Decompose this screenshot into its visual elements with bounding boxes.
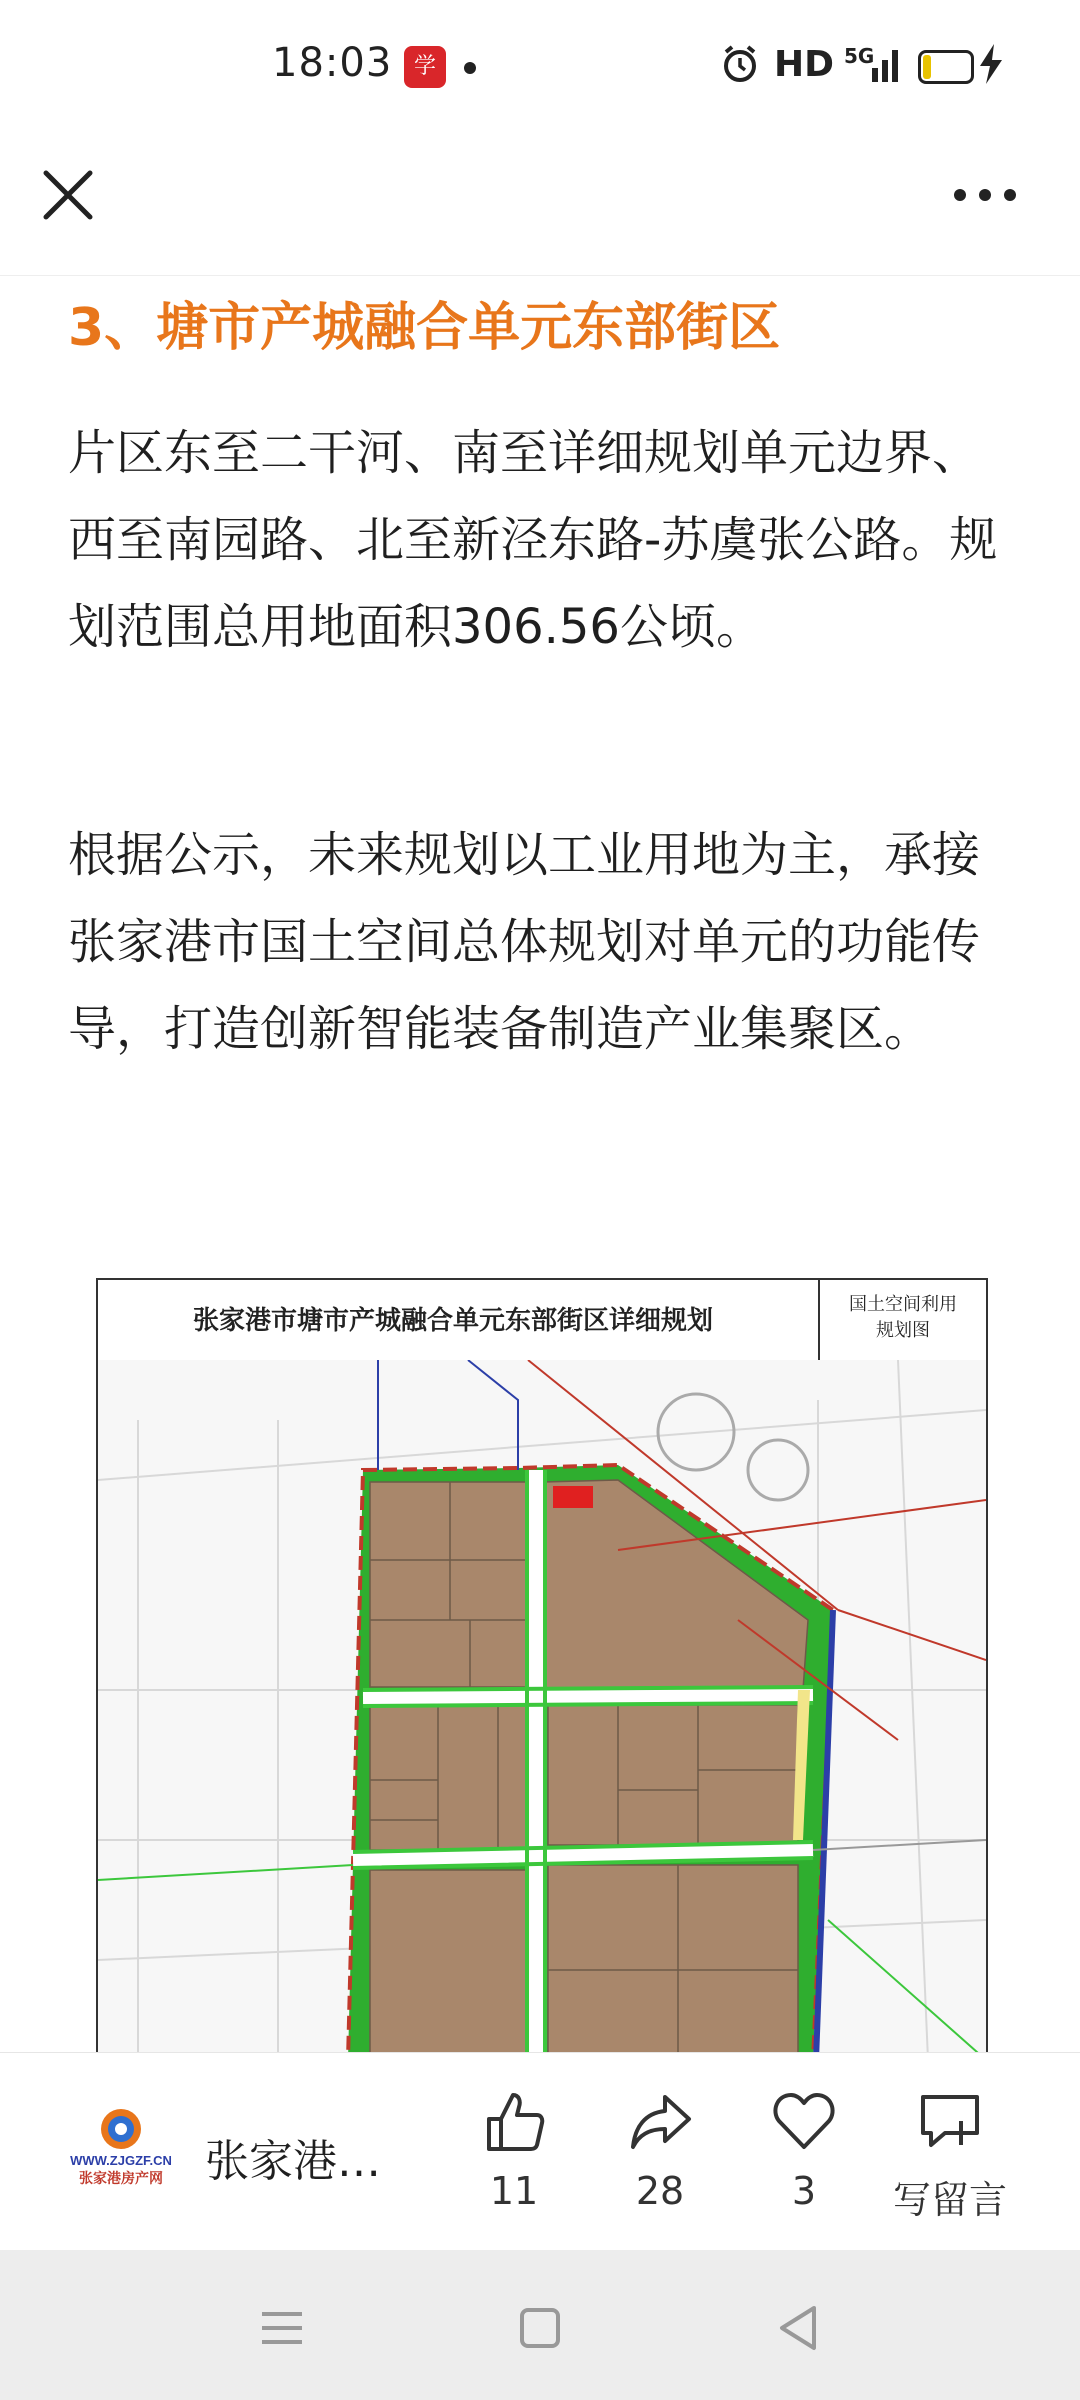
battery-icon bbox=[918, 50, 974, 84]
like-count: 11 bbox=[489, 2169, 539, 2213]
top-nav bbox=[0, 135, 1080, 276]
app-notification-icon: 学习 bbox=[404, 46, 446, 88]
account-logo[interactable] bbox=[66, 2099, 176, 2199]
map-badge-line1: 国土空间利用 bbox=[849, 1294, 957, 1315]
map-type-badge bbox=[818, 1280, 986, 1360]
back-icon[interactable] bbox=[768, 2298, 828, 2358]
planning-map-image[interactable] bbox=[96, 1278, 988, 2057]
map-badge-line2: 规划图 bbox=[876, 1320, 930, 1341]
land-use-map bbox=[98, 1360, 986, 2057]
notification-dot bbox=[464, 62, 476, 74]
status-bar bbox=[0, 0, 1080, 135]
account-name[interactable]: 张家港… bbox=[205, 2136, 381, 2187]
signal-icon bbox=[836, 40, 906, 86]
logo-url: WWW.ZJGZF.CN bbox=[70, 2153, 172, 2168]
action-bar bbox=[0, 2052, 1080, 2251]
comment-button[interactable] bbox=[880, 2087, 1020, 2224]
like-button[interactable] bbox=[444, 2087, 584, 2213]
map-title: 张家港市塘市产城融合单元东部街区详细规划 bbox=[192, 1306, 713, 1336]
status-time: 18:03 bbox=[272, 40, 393, 86]
favorite-count: 3 bbox=[791, 2169, 817, 2213]
more-icon[interactable] bbox=[950, 175, 1020, 215]
close-icon[interactable] bbox=[38, 165, 98, 225]
hd-label: HD bbox=[774, 44, 835, 85]
comment-label: 写留言 bbox=[892, 2178, 1007, 2222]
alarm-icon bbox=[720, 44, 760, 84]
network-type-label: 5G bbox=[844, 44, 875, 68]
charging-icon bbox=[978, 44, 1004, 84]
system-nav-bar bbox=[0, 2250, 1080, 2400]
article-paragraph-1: 片区东至二干河、南至详细规划单元边界、西至南园路、北至新泾东路-苏虞张公路。规划范围总用地面积306.56公顷。 bbox=[68, 425, 998, 655]
share-count: 28 bbox=[635, 2169, 685, 2213]
favorite-button[interactable] bbox=[734, 2087, 874, 2213]
share-button[interactable] bbox=[590, 2087, 730, 2213]
section-heading: 3、塘市产城融合单元东部街区 bbox=[68, 298, 781, 358]
article-paragraph-2: 根据公示，未来规划以工业用地为主，承接张家港市国土空间总体规划对单元的功能传导，打造创新智能装备制造产业集聚区。 bbox=[68, 827, 981, 1057]
menu-icon[interactable] bbox=[252, 2298, 312, 2358]
map-title-bar bbox=[98, 1280, 986, 1362]
comment-add-icon bbox=[915, 2087, 985, 2157]
share-icon bbox=[625, 2087, 695, 2157]
thumbs-up-icon bbox=[479, 2087, 549, 2157]
logo-site-name: 张家港房产网 bbox=[79, 2171, 163, 2187]
heart-icon bbox=[769, 2087, 839, 2157]
home-icon[interactable] bbox=[510, 2298, 570, 2358]
